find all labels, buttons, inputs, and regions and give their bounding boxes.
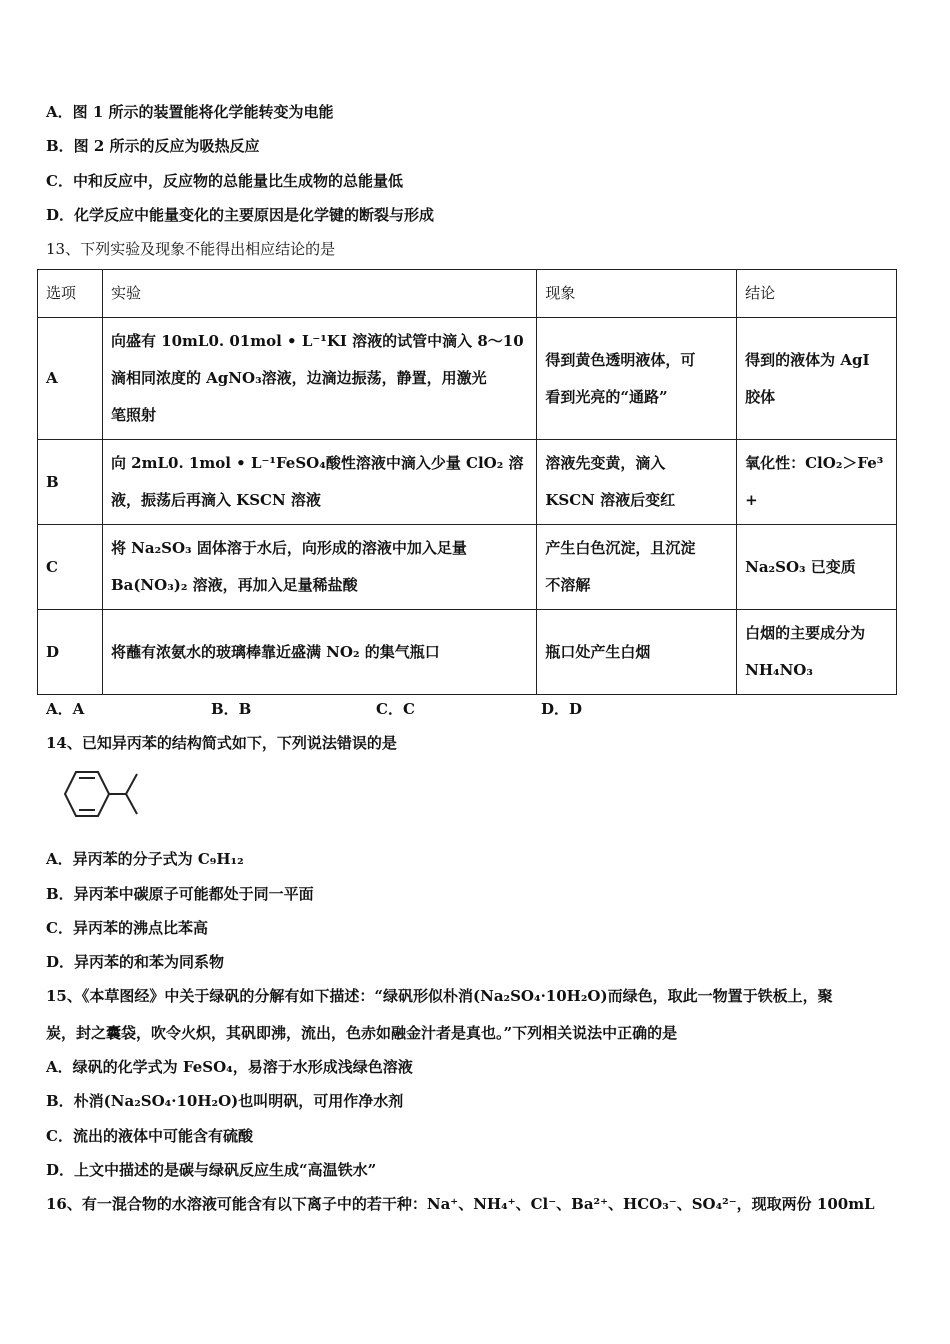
conc-line: 胶体 bbox=[745, 387, 776, 406]
q12-option-b: B．图 2 所示的反应为吸热反应 bbox=[46, 137, 260, 155]
header-phenomenon: 现象 bbox=[537, 270, 737, 318]
exp-line: Ba(NO₃)₂ 溶液，再加入足量稀盐酸 bbox=[110, 576, 358, 594]
phen-line: KSCN 溶液后变红 bbox=[545, 491, 676, 509]
exp-line: 液，振荡后再滴入 KSCN 溶液 bbox=[110, 491, 321, 509]
exp-line: 笔照射 bbox=[110, 406, 156, 424]
isopropylbenzene-structure bbox=[46, 762, 146, 828]
row-experiment bbox=[102, 525, 536, 610]
phen-line: 产生白色沉淀，且沉淀 bbox=[545, 539, 696, 557]
row-option: A bbox=[38, 318, 103, 440]
row-conclusion bbox=[737, 318, 897, 440]
q15-stem-line2: 炭，封之囊袋，吹令火炽，其矾即沸，流出，色赤如融金汁者是真也。”下列相关说法中正确的是 bbox=[46, 1024, 678, 1042]
header-conclusion: 结论 bbox=[737, 270, 897, 318]
q12-option-c: C．中和反应中，反应物的总能量比生成物的总能量低 bbox=[46, 172, 403, 190]
q14-option-a: A．异丙苯的分子式为 C₉H₁₂ bbox=[46, 850, 244, 868]
phen-line: 看到光亮的“通路” bbox=[545, 387, 668, 406]
conc-line: 白烟的主要成分为 bbox=[745, 624, 866, 642]
exp-line: 滴相同浓度的 AgNO₃溶液，边滴边振荡，静置，用激光 bbox=[110, 369, 487, 387]
row-option: B bbox=[38, 440, 103, 525]
row-phenomenon: 瓶口处产生白烟 bbox=[537, 610, 737, 695]
q14-option-b: B．异丙苯中碳原子可能都处于同一平面 bbox=[46, 885, 314, 903]
q15-option-a: A．绿矾的化学式为 FeSO₄，易溶于水形成浅绿色溶液 bbox=[46, 1058, 413, 1076]
answer-b: B．B bbox=[211, 700, 252, 718]
exp-line: 向盛有 10mL0. 01mol • L⁻¹KI 溶液的试管中滴入 8～10 bbox=[110, 332, 524, 350]
table-row bbox=[38, 440, 897, 525]
row-experiment bbox=[102, 440, 536, 525]
phen-line: 不溶解 bbox=[545, 576, 591, 594]
q15-option-d: D．上文中描述的是碳与绿矾反应生成“高温铁水” bbox=[46, 1161, 377, 1179]
q14-option-d: D．异丙苯的和苯为同系物 bbox=[46, 953, 225, 971]
table-row bbox=[38, 318, 897, 440]
q15-option-b: B．朴消(Na₂SO₄·10H₂O)也叫明矾，可用作净水剂 bbox=[46, 1092, 404, 1110]
answer-d: D．D bbox=[541, 700, 583, 718]
q15-option-c: C．流出的液体中可能含有硫酸 bbox=[46, 1127, 253, 1145]
row-conclusion bbox=[737, 610, 897, 695]
conc-line: 氧化性：ClO₂＞Fe³ bbox=[745, 454, 884, 472]
q12-option-a: A．图 1 所示的装置能将化学能转变为电能 bbox=[46, 103, 334, 121]
q14-option-c: C．异丙苯的沸点比苯高 bbox=[46, 919, 208, 937]
table-header-row bbox=[38, 270, 897, 318]
header-experiment: 实验 bbox=[102, 270, 536, 318]
q12-option-d: D．化学反应中能量变化的主要原因是化学键的断裂与形成 bbox=[46, 206, 435, 224]
row-phenomenon bbox=[537, 525, 737, 610]
q15-stem-line1: 15、《本草图经》中关于绿矾的分解有如下描述：“绿矾形似朴消(Na₂SO₄·10H₂O)而绿色，取此一物置于铁板上，聚 bbox=[46, 987, 833, 1005]
row-conclusion bbox=[737, 440, 897, 525]
q14-stem: 14、已知异丙苯的结构简式如下，下列说法错误的是 bbox=[46, 734, 397, 752]
exp-line: 将 Na₂SO₃ 固体溶于水后，向形成的溶液中加入足量 bbox=[110, 539, 467, 557]
row-option: C bbox=[38, 525, 103, 610]
conc-line: 得到的液体为 AgI bbox=[745, 350, 870, 369]
table-row bbox=[38, 525, 897, 610]
row-conclusion: Na₂SO₃ 已变质 bbox=[737, 525, 897, 610]
header-option: 选项 bbox=[38, 270, 103, 318]
row-option: D bbox=[38, 610, 103, 695]
row-phenomenon bbox=[537, 440, 737, 525]
conc-line: NH₄NO₃ bbox=[745, 661, 813, 679]
conc-line: + bbox=[745, 491, 758, 509]
q13-stem: 13、下列实验及现象不能得出相应结论的是 bbox=[46, 240, 336, 258]
phen-line: 得到黄色透明液体，可 bbox=[545, 350, 696, 369]
q13-answer-options bbox=[46, 698, 582, 719]
q13-table bbox=[37, 269, 897, 695]
row-experiment: 将蘸有浓氨水的玻璃棒靠近盛满 NO₂ 的集气瓶口 bbox=[102, 610, 536, 695]
answer-c: C．C bbox=[376, 700, 415, 718]
exp-line: 向 2mL0. 1mol • L⁻¹FeSO₄酸性溶液中滴入少量 ClO₂ 溶 bbox=[110, 454, 524, 472]
phen-line: 溶液先变黄，滴入 bbox=[545, 454, 666, 472]
q16-stem: 16、有一混合物的水溶液可能含有以下离子中的若干种：Na⁺、NH₄⁺、Cl⁻、Ba²⁺、HCO₃⁻、SO₄²⁻，现取两份 100mL bbox=[46, 1195, 875, 1213]
row-phenomenon bbox=[537, 318, 737, 440]
answer-a: A．A bbox=[46, 700, 85, 718]
table-row bbox=[38, 610, 897, 695]
row-experiment bbox=[102, 318, 536, 440]
